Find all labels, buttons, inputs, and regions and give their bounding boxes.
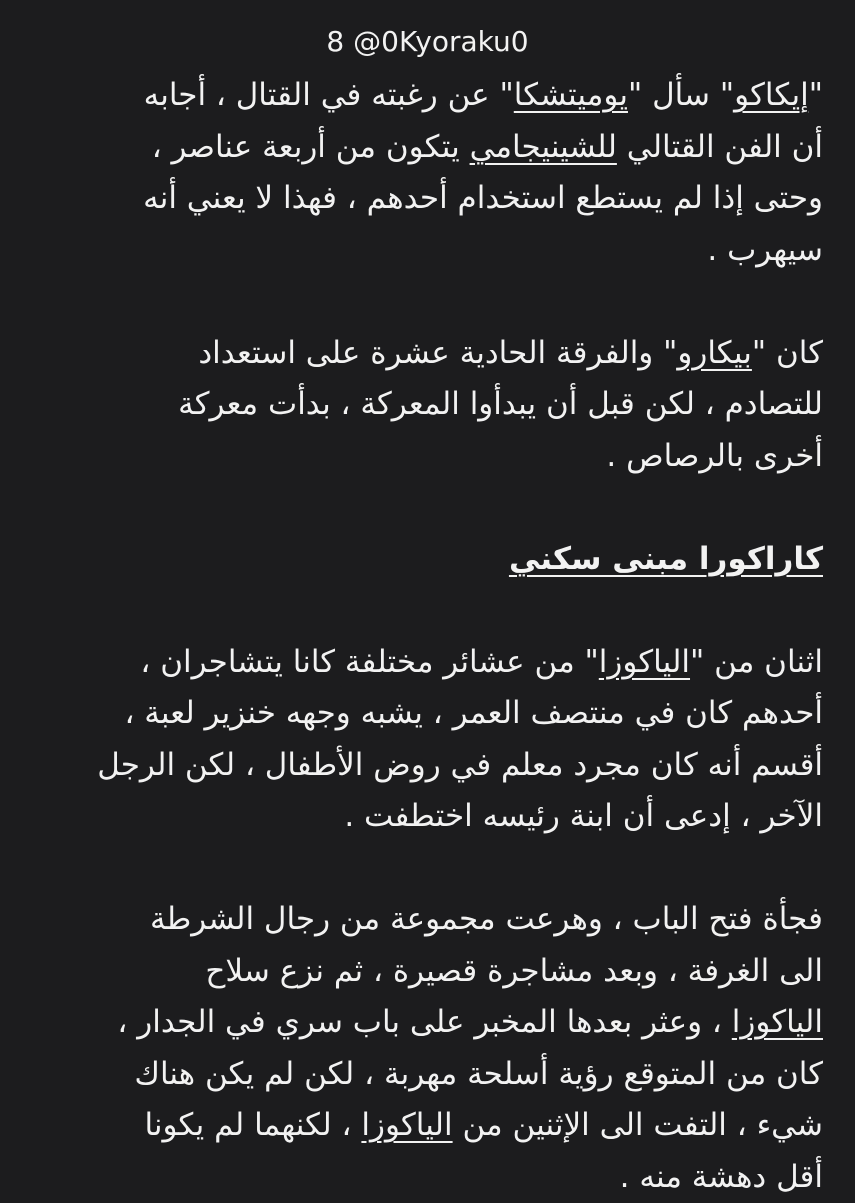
text-line: [53, 688, 823, 740]
text-line: [53, 173, 823, 225]
text-segment: أحدهم كان في منتصف العمر ، يشبه وجهه خنزير لعبة ،: [124, 695, 823, 731]
text-segment: " عن رغبته في القتال ، أجابه: [144, 77, 514, 113]
text-segment: وحتى إذا لم يستطع استخدام أحدهم ، فهذا لا يعني أنه: [143, 180, 823, 216]
text-line: [53, 534, 823, 586]
text-segment: " من عشائر مختلفة كانا يتشاجران ،: [140, 644, 598, 680]
text-line: [53, 740, 823, 792]
paragraph-gap: [53, 276, 823, 328]
text-line: [53, 997, 823, 1049]
underlined-name: كاراكورا مبنى سكني: [509, 541, 823, 577]
text-segment: " سأل ": [628, 77, 734, 113]
underlined-name: الياكوزا: [732, 1004, 823, 1040]
text-segment: أقسم أنه كان مجرد معلم في روض الأطفال ، لكن الرجل: [97, 747, 823, 783]
text-segment: فجأة فتح الباب ، وهرعت مجموعة من رجال الشرطة: [150, 901, 823, 937]
text-line: [53, 328, 823, 380]
paragraph: [53, 894, 823, 1203]
text-segment: " والفرقة الحادية عشرة على استعداد: [198, 335, 677, 371]
paragraph-gap: [53, 482, 823, 534]
text-line: [53, 946, 823, 998]
paragraph-gap: [53, 585, 823, 637]
text-line: [53, 431, 823, 483]
text-line: [53, 1049, 823, 1101]
text-segment: أن الفن القتالي: [617, 129, 823, 165]
text-segment: الآخر ، إدعى أن ابنة رئيسه اختطفت .: [344, 798, 823, 834]
text-segment: شيء ، التفت الى الإثنين من: [453, 1107, 823, 1143]
text-line: [53, 379, 823, 431]
text-segment: الى الغرفة ، وبعد مشاجرة قصيرة ، ثم نزع سلاح: [205, 953, 823, 989]
text-line: [53, 70, 823, 122]
text-line: [53, 637, 823, 689]
text-segment: كان ": [752, 335, 823, 371]
text-line: [53, 225, 823, 277]
paragraph-gap: [53, 843, 823, 895]
text-segment: ، وعثر بعدها المخبر على باب سري في الجدار ،: [117, 1004, 731, 1040]
section-heading: [53, 534, 823, 586]
text-segment: سيهرب .: [707, 232, 823, 268]
underlined-name: يوميتشكا: [514, 77, 628, 113]
text-line: [53, 122, 823, 174]
text-segment: اثنان من ": [690, 644, 823, 680]
text-line: [53, 1100, 823, 1152]
text-line: [53, 791, 823, 843]
text-segment: كان من المتوقع رؤية أسلحة مهربة ، لكن لم يكن هناك: [134, 1056, 823, 1092]
text-segment: ": [809, 77, 823, 113]
paragraph: [53, 328, 823, 483]
text-segment: أقل دهشة منه .: [620, 1159, 823, 1195]
paragraph: [53, 70, 823, 276]
header-handle: 8 @0Kyoraku0: [0, 22, 855, 62]
text-line: [53, 1152, 823, 1203]
article-body: [53, 70, 823, 1203]
text-segment: يتكون من أربعة عناصر ،: [152, 129, 470, 165]
underlined-name: بيكارو: [677, 335, 752, 371]
text-segment: للتصادم ، لكن قبل أن يبدأوا المعركة ، بدأت معركة: [178, 386, 823, 422]
underlined-name: للشينيجامي: [470, 129, 617, 165]
underlined-name: إيكاكو: [734, 77, 809, 113]
text-segment: أخرى بالرصاص .: [606, 438, 823, 474]
underlined-name: الياكوزا: [599, 644, 690, 680]
text-segment: ، لكنهما لم يكونا: [144, 1107, 361, 1143]
paragraph: [53, 637, 823, 843]
underlined-name: الياكوزا: [361, 1107, 452, 1143]
text-line: [53, 894, 823, 946]
